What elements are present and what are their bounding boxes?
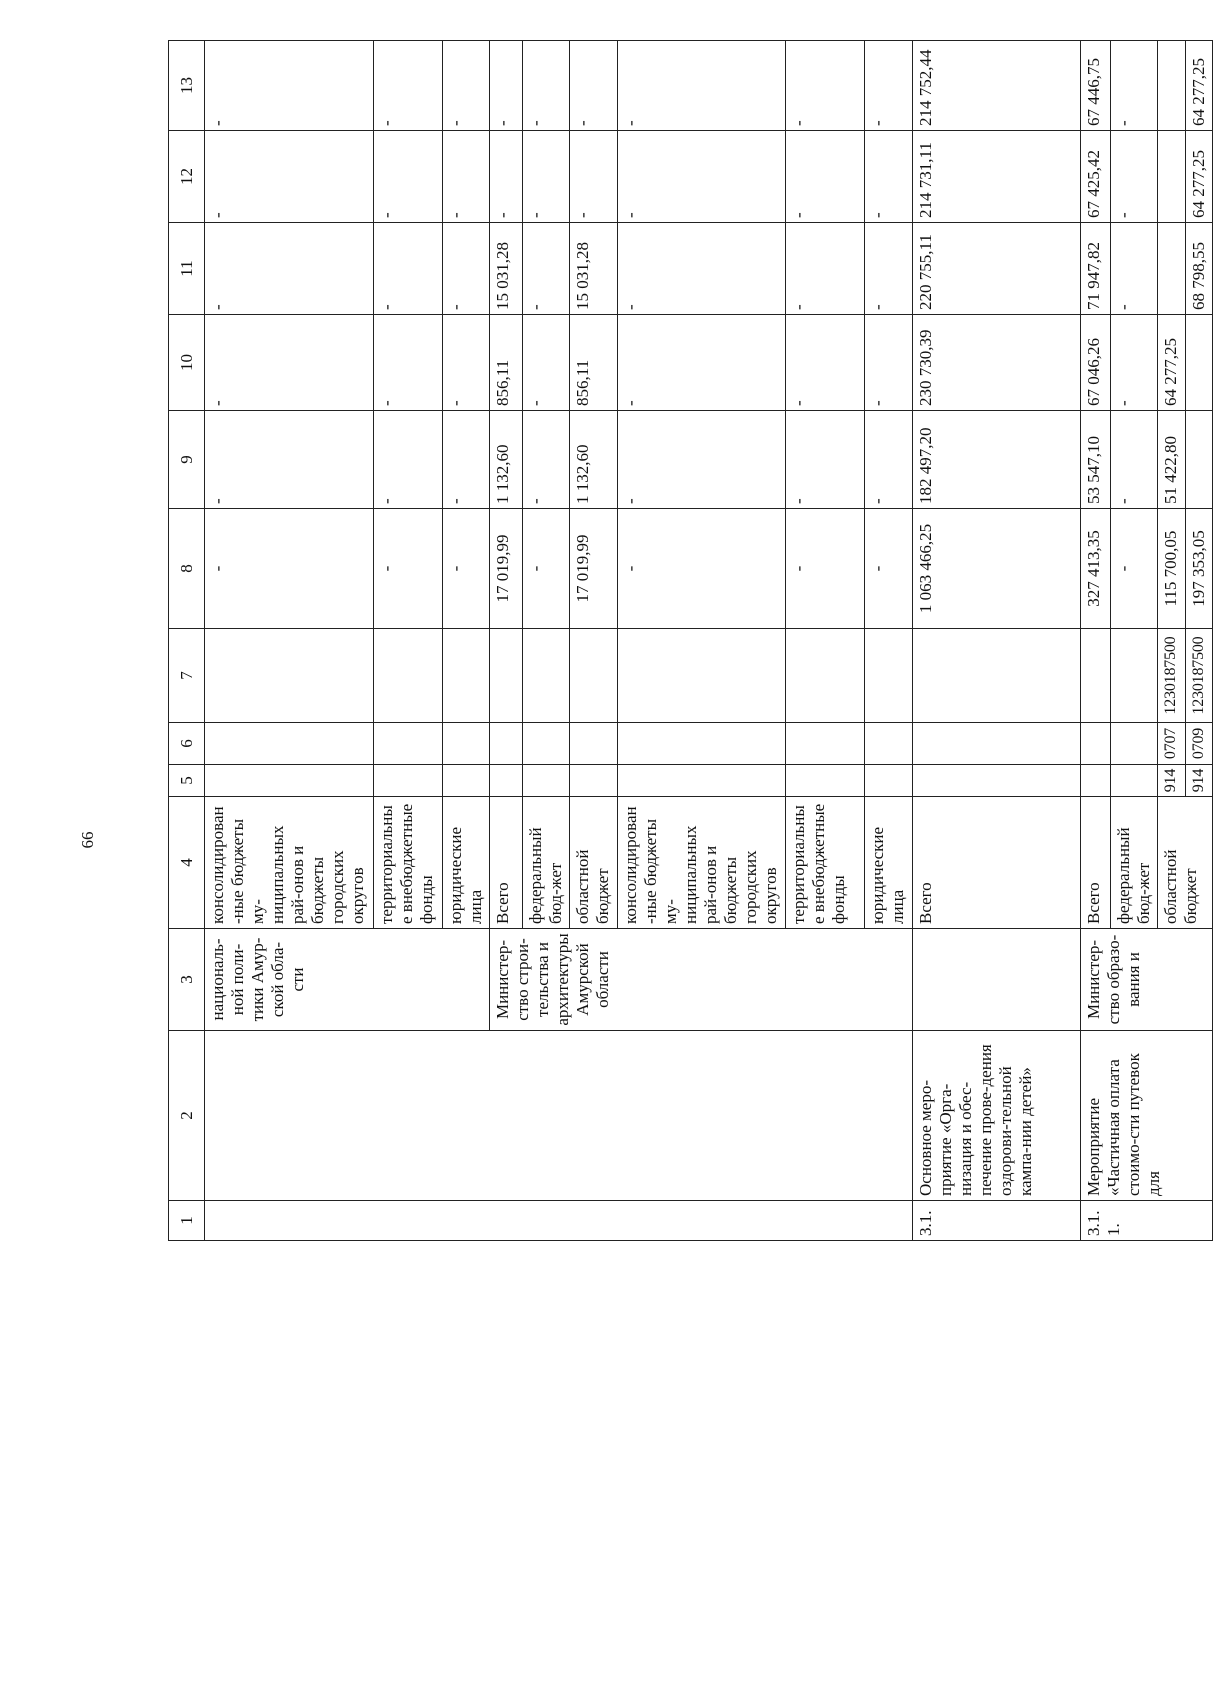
amount-cell: - xyxy=(442,223,490,315)
grbs-code-cell xyxy=(786,765,865,797)
amount-total-cell: 327 413,35 xyxy=(1080,509,1110,629)
amount-cell: 15 031,28 xyxy=(490,223,522,315)
target-code-cell xyxy=(617,629,786,723)
amount-cell: - xyxy=(786,315,865,411)
table-row xyxy=(1080,41,1110,1241)
funding-source-cell: федеральный бюд-жет xyxy=(1110,797,1158,929)
amount-cell: 71 947,82 xyxy=(1080,223,1110,315)
amount-total-cell: - xyxy=(522,509,570,629)
amount-cell xyxy=(1185,315,1212,411)
amount-cell xyxy=(1158,223,1185,315)
amount-cell: - xyxy=(786,41,865,131)
amount-cell xyxy=(1158,131,1185,223)
amount-cell: 214 752,44 xyxy=(912,41,1080,131)
amount-cell: - xyxy=(1110,131,1158,223)
grbs-code-cell xyxy=(1110,765,1158,797)
target-code-cell: 1230187500 xyxy=(1185,629,1212,723)
amount-cell: - xyxy=(786,223,865,315)
header-cell: 13 xyxy=(169,41,205,131)
funding-source-cell: консолидирован-ные бюджеты му-ниципальных рай-онов и бюджеты городских округов xyxy=(205,797,374,929)
section-code-cell xyxy=(865,723,913,765)
grbs-code-cell xyxy=(570,765,618,797)
amount-cell: 856,11 xyxy=(490,315,522,411)
grbs-code-cell: 914 xyxy=(1158,765,1185,797)
amount-cell: - xyxy=(617,411,786,509)
funding-source-cell: Всего xyxy=(1080,797,1110,929)
amount-cell: 51 422,80 xyxy=(1158,411,1185,509)
amount-total-cell: - xyxy=(617,509,786,629)
budget-table-container xyxy=(168,41,1213,1241)
target-code-cell xyxy=(374,629,443,723)
amount-cell xyxy=(1185,411,1212,509)
table-row xyxy=(205,41,374,1241)
amount-cell: - xyxy=(617,315,786,411)
amount-cell: - xyxy=(374,131,443,223)
header-cell: 4 xyxy=(169,797,205,929)
event-name-cell xyxy=(205,1031,912,1201)
amount-cell: - xyxy=(617,41,786,131)
amount-cell xyxy=(1158,41,1185,131)
target-code-cell xyxy=(205,629,374,723)
section-code-cell xyxy=(786,723,865,765)
amount-cell: 1 132,60 xyxy=(490,411,522,509)
executor-cell: Министер-ство строи-тельства и архитектуры Амурской области xyxy=(490,929,912,1031)
header-cell: 9 xyxy=(169,411,205,509)
amount-total-cell: 197 353,05 xyxy=(1185,509,1212,629)
page-number: 66 xyxy=(78,831,97,849)
amount-cell: - xyxy=(442,41,490,131)
target-code-cell xyxy=(442,629,490,723)
header-cell: 12 xyxy=(169,131,205,223)
amount-cell: - xyxy=(522,131,570,223)
section-code-cell xyxy=(522,723,570,765)
amount-cell: 230 730,39 xyxy=(912,315,1080,411)
amount-cell: - xyxy=(205,131,374,223)
amount-cell: - xyxy=(522,411,570,509)
amount-cell: - xyxy=(570,131,618,223)
amount-total-cell: 17 019,99 xyxy=(570,509,618,629)
header-cell: 11 xyxy=(169,223,205,315)
grbs-code-cell xyxy=(374,765,443,797)
header-cell: 5 xyxy=(169,765,205,797)
amount-total-cell: 17 019,99 xyxy=(490,509,522,629)
funding-source-cell: федеральный бюд-жет xyxy=(522,797,570,929)
amount-total-cell: 1 063 466,25 xyxy=(912,509,1080,629)
funding-source-cell: юридические лица xyxy=(865,797,913,929)
grbs-code-cell xyxy=(522,765,570,797)
funding-source-cell: юридические лица xyxy=(442,797,490,929)
section-code-cell xyxy=(912,723,1080,765)
grbs-code-cell xyxy=(205,765,374,797)
amount-cell: 856,11 xyxy=(570,315,618,411)
amount-cell: - xyxy=(617,131,786,223)
amount-total-cell: - xyxy=(786,509,865,629)
target-code-cell xyxy=(570,629,618,723)
amount-cell: 64 277,25 xyxy=(1158,315,1185,411)
amount-cell: - xyxy=(374,411,443,509)
amount-cell: - xyxy=(205,41,374,131)
target-code-cell xyxy=(1080,629,1110,723)
target-code-cell xyxy=(522,629,570,723)
row-number-cell: 3.1. xyxy=(912,1201,1080,1241)
funding-source-cell: Всего xyxy=(490,797,522,929)
header-cell: 3 xyxy=(169,929,205,1031)
section-code-cell: 0707 xyxy=(1158,723,1185,765)
amount-cell: - xyxy=(570,41,618,131)
section-code-cell xyxy=(617,723,786,765)
amount-total-cell: - xyxy=(442,509,490,629)
funding-source-cell: территориальные внебюджетные фонды xyxy=(786,797,865,929)
amount-cell: 53 547,10 xyxy=(1080,411,1110,509)
amount-cell: 15 031,28 xyxy=(570,223,618,315)
target-code-cell xyxy=(1110,629,1158,723)
header-cell: 10 xyxy=(169,315,205,411)
amount-cell: - xyxy=(522,41,570,131)
target-code-cell xyxy=(912,629,1080,723)
section-code-cell xyxy=(1110,723,1158,765)
executor-cell: националь-ной поли-тики Амур-ской обла-сти xyxy=(205,929,490,1031)
amount-total-cell: - xyxy=(1110,509,1158,629)
grbs-code-cell: 914 xyxy=(1185,765,1212,797)
amount-cell: 214 731,11 xyxy=(912,131,1080,223)
target-code-cell xyxy=(786,629,865,723)
amount-cell: - xyxy=(490,131,522,223)
amount-cell: - xyxy=(442,131,490,223)
table-row xyxy=(912,41,1080,1241)
section-code-cell xyxy=(205,723,374,765)
amount-cell: - xyxy=(1110,223,1158,315)
amount-cell: 67 425,42 xyxy=(1080,131,1110,223)
section-code-cell xyxy=(570,723,618,765)
header-cell: 2 xyxy=(169,1031,205,1201)
amount-cell: 67 446,75 xyxy=(1080,41,1110,131)
amount-cell: - xyxy=(374,41,443,131)
grbs-code-cell xyxy=(1080,765,1110,797)
section-code-cell: 0709 xyxy=(1185,723,1212,765)
amount-cell: - xyxy=(786,411,865,509)
amount-cell: - xyxy=(865,131,913,223)
amount-cell: - xyxy=(865,315,913,411)
amount-cell: 67 046,26 xyxy=(1080,315,1110,411)
amount-cell: - xyxy=(1110,315,1158,411)
funding-source-cell: консолидирован-ные бюджеты му-ниципальных рай-онов и бюджеты городских округов xyxy=(617,797,786,929)
section-code-cell xyxy=(374,723,443,765)
grbs-code-cell xyxy=(617,765,786,797)
amount-cell: - xyxy=(865,411,913,509)
amount-cell: - xyxy=(205,315,374,411)
section-code-cell xyxy=(490,723,522,765)
funding-source-cell: областной бюджет xyxy=(1158,797,1213,929)
amount-cell: - xyxy=(374,315,443,411)
executor-cell: Министер-ство образо-вания и xyxy=(1080,929,1212,1031)
amount-cell: - xyxy=(442,411,490,509)
event-name-cell: Мероприятие «Частичная оплата стоимо-сти путевок для xyxy=(1080,1031,1212,1201)
grbs-code-cell xyxy=(912,765,1080,797)
event-name-cell: Основное меро-приятие «Орга-низация и обес-печение прове-дения оздорови-тельной кампа-нии детей» xyxy=(912,1031,1080,1201)
header-cell: 8 xyxy=(169,509,205,629)
amount-total-cell: - xyxy=(865,509,913,629)
amount-cell: - xyxy=(865,41,913,131)
amount-total-cell: 115 700,05 xyxy=(1158,509,1185,629)
amount-cell: - xyxy=(205,223,374,315)
amount-cell: 1 132,60 xyxy=(570,411,618,509)
executor-cell xyxy=(912,929,1080,1031)
grbs-code-cell xyxy=(865,765,913,797)
target-code-cell xyxy=(865,629,913,723)
amount-cell: - xyxy=(374,223,443,315)
amount-total-cell: - xyxy=(205,509,374,629)
grbs-code-cell xyxy=(442,765,490,797)
amount-cell: - xyxy=(617,223,786,315)
amount-cell: - xyxy=(442,315,490,411)
funding-source-cell: Всего xyxy=(912,797,1080,929)
amount-cell: - xyxy=(786,131,865,223)
row-number-cell xyxy=(205,1201,912,1241)
amount-cell: 68 798,55 xyxy=(1185,223,1212,315)
header-row xyxy=(169,41,205,1241)
grbs-code-cell xyxy=(490,765,522,797)
target-code-cell: 1230187500 xyxy=(1158,629,1185,723)
amount-cell: - xyxy=(490,41,522,131)
amount-cell: - xyxy=(1110,411,1158,509)
amount-cell: - xyxy=(522,223,570,315)
amount-cell: 182 497,20 xyxy=(912,411,1080,509)
amount-cell: - xyxy=(522,315,570,411)
amount-cell: 64 277,25 xyxy=(1185,131,1212,223)
amount-cell: - xyxy=(865,223,913,315)
target-code-cell xyxy=(490,629,522,723)
header-cell: 1 xyxy=(169,1201,205,1241)
amount-cell: 220 755,11 xyxy=(912,223,1080,315)
amount-cell: - xyxy=(205,411,374,509)
section-code-cell xyxy=(442,723,490,765)
funding-source-cell: территориальные внебюджетные фонды xyxy=(374,797,443,929)
amount-cell: - xyxy=(1110,41,1158,131)
row-number-cell: 3.1.1. xyxy=(1080,1201,1212,1241)
section-code-cell xyxy=(1080,723,1110,765)
funding-source-cell: областной бюджет xyxy=(570,797,618,929)
budget-table xyxy=(168,40,1213,1241)
amount-total-cell: - xyxy=(374,509,443,629)
header-cell: 7 xyxy=(169,629,205,723)
header-cell: 6 xyxy=(169,723,205,765)
amount-cell: 64 277,25 xyxy=(1185,41,1212,131)
